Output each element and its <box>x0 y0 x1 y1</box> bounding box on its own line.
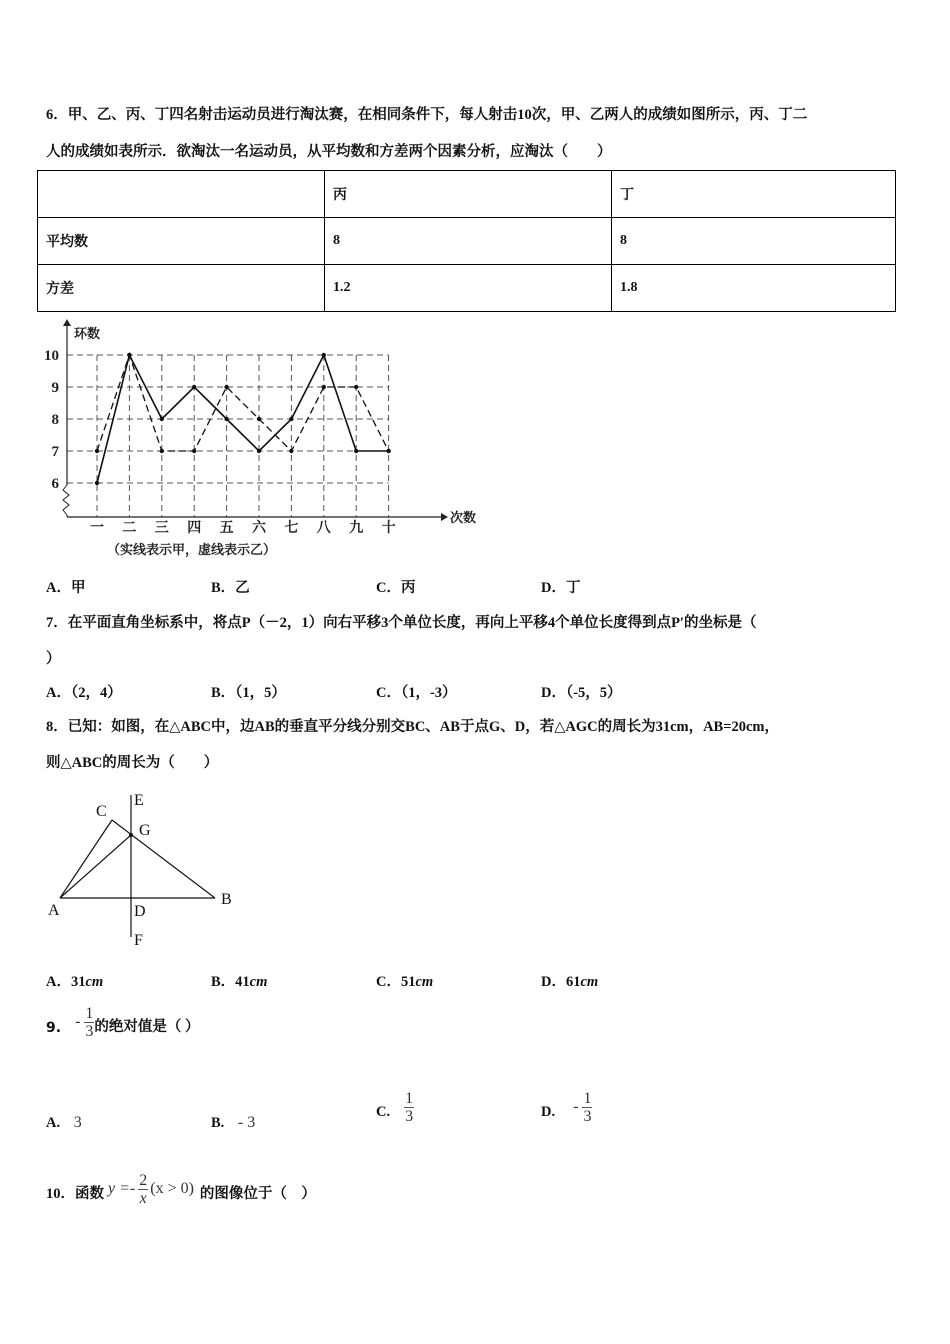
data-point <box>289 449 293 453</box>
option-value: 31 <box>70 974 86 990</box>
table-cell: 平均数 <box>38 218 325 265</box>
numerator: 1 <box>405 1090 414 1107</box>
q7-option-c[interactable]: C．（1，-3） <box>376 685 457 701</box>
table-header-row <box>38 171 896 218</box>
y-tick-label: 7 <box>51 444 59 460</box>
x-tick-label: 八 <box>316 521 331 536</box>
q8-text-line2: 则△ABC的周长为（ ） <box>46 755 219 771</box>
denominator: 3 <box>85 1023 94 1040</box>
label-d: D <box>134 903 146 920</box>
option-value: - 3 <box>237 1114 256 1131</box>
data-point <box>160 417 164 421</box>
option-value: 3 <box>73 1114 82 1131</box>
q6-text-line2: 人的成绩如表所示．欲淘汰一名运动员，从平均数和方差两个因素分析，应淘汰（ ） <box>46 144 612 160</box>
data-point <box>354 385 358 389</box>
data-point <box>322 385 326 389</box>
q7-option-b[interactable]: B．（1，5） <box>211 685 286 701</box>
q9-option-d[interactable] <box>541 1090 592 1125</box>
q7-option-d[interactable]: D．（-5，5） <box>541 685 622 701</box>
data-point <box>160 449 164 453</box>
table-cell: 1.2 <box>325 265 612 312</box>
q8-option-b[interactable] <box>211 970 267 991</box>
numerator: 2 <box>139 1172 148 1189</box>
label-g: G <box>139 822 151 839</box>
table-cell: 丁 <box>612 171 896 218</box>
option-letter: A. <box>46 1115 61 1131</box>
option-letter: C． <box>376 974 401 990</box>
option-value: 41 <box>235 974 250 990</box>
label-a: A <box>48 902 60 919</box>
option-letter: B． <box>211 974 236 990</box>
q10-y-equals: y =- <box>108 1180 136 1197</box>
numerator: 1 <box>583 1090 592 1107</box>
q8-option-c[interactable] <box>376 970 433 991</box>
q7-text-line1: 7．在平面直角坐标系中，将点P（－2，1）向右平移3个单位长度，再向上平移4个单位长度得到点P′的坐标是（ <box>46 615 757 631</box>
option-unit: cm <box>85 974 104 990</box>
x-tick-label: 七 <box>284 521 299 536</box>
denominator: 3 <box>583 1108 592 1125</box>
data-point <box>192 385 196 389</box>
q9-text: 的绝对值是（ ） <box>94 1019 200 1035</box>
option-letter: D． <box>541 974 566 990</box>
label-b: B <box>221 891 232 908</box>
option-unit: cm <box>580 974 599 990</box>
table-cell: 1.8 <box>612 265 896 312</box>
q10-suffix: 的图像位于（ ） <box>199 1186 316 1202</box>
x-tick-label: 三 <box>154 521 169 536</box>
data-point <box>322 353 326 357</box>
data-point <box>257 417 261 421</box>
denominator: x <box>139 1190 147 1207</box>
q6-option-c[interactable]: C．丙 <box>376 580 416 596</box>
x-tick-label: 九 <box>349 521 364 536</box>
data-point <box>289 417 293 421</box>
q9-stem <box>46 1005 200 1040</box>
label-e: E <box>134 792 144 809</box>
option-fraction <box>404 1090 414 1125</box>
denominator: 3 <box>405 1108 414 1125</box>
option-letter: B. <box>211 1115 225 1131</box>
data-point <box>95 449 99 453</box>
q9-expr-sign: - <box>75 1013 81 1030</box>
x-tick-label: 四 <box>187 521 202 536</box>
q6-option-a[interactable]: A．甲 <box>46 580 86 596</box>
series-line-yi <box>97 355 389 451</box>
q10-fraction <box>138 1172 148 1207</box>
label-f: F <box>134 932 143 949</box>
q6-table <box>37 170 896 312</box>
q6-option-d[interactable]: D．丁 <box>541 580 581 596</box>
data-point <box>224 417 228 421</box>
q8-text-line1: 8．已知：如图，在△ABC中，边AB的垂直平分线分别交BC、AB于点G、D，若△AGC的周长为31cm，AB=20cm， <box>46 719 779 735</box>
x-axis-arrow-icon <box>441 513 448 521</box>
numerator: 1 <box>85 1005 94 1022</box>
x-tick-label: 六 <box>252 521 266 536</box>
table-cell: 方差 <box>38 265 325 312</box>
q10-prefix: 10．函数 <box>46 1186 104 1202</box>
option-unit: cm <box>249 974 268 990</box>
x-tick-label: 二 <box>122 521 137 536</box>
y-axis-arrow-icon <box>63 319 71 326</box>
table-row <box>38 218 896 265</box>
option-letter: D. <box>541 1104 556 1120</box>
score-line-chart <box>36 318 477 563</box>
q10-condition: (x > 0) <box>150 1180 194 1197</box>
option-value: 61 <box>565 974 581 990</box>
option-unit: cm <box>415 974 434 990</box>
q9-option-a[interactable] <box>46 1114 82 1132</box>
data-point <box>224 385 228 389</box>
x-tick-label: 一 <box>90 521 104 536</box>
q9-option-c[interactable] <box>376 1090 414 1125</box>
q8-option-a[interactable] <box>46 970 103 991</box>
q9-number: 9. <box>46 1020 62 1036</box>
q7-option-a[interactable]: A．（2，4） <box>46 685 122 701</box>
x-axis-label: 次数 <box>450 510 477 525</box>
x-tick-label: 十 <box>381 521 396 536</box>
y-tick-label: 6 <box>51 476 59 492</box>
option-letter: C. <box>376 1104 391 1120</box>
table-cell: 8 <box>325 218 612 265</box>
y-tick-label: 8 <box>51 412 59 428</box>
table-row <box>38 265 896 312</box>
x-tick-label: 五 <box>219 521 234 536</box>
table-cell: 丙 <box>325 171 612 218</box>
q8-option-d[interactable] <box>541 970 598 991</box>
axis-break-zigzag-icon <box>63 485 69 517</box>
q10-stem <box>46 1172 316 1207</box>
data-point <box>192 449 196 453</box>
option-sign: - <box>573 1098 579 1115</box>
q6-text-line1: 6．甲、乙、丙、丁四名射击运动员进行淘汰赛，在相同条件下，每人射击10次，甲、乙两人的成绩如图所示，丙、丁二 <box>46 107 808 123</box>
option-fraction <box>582 1090 592 1125</box>
y-axis-label: 环数 <box>74 326 101 341</box>
table-cell <box>38 171 325 218</box>
data-point <box>127 353 131 357</box>
q7-text-line2: ） <box>46 651 61 667</box>
data-point <box>386 449 390 453</box>
table-cell: 8 <box>612 218 896 265</box>
segment-cb <box>112 820 215 898</box>
data-point <box>354 449 358 453</box>
point-g <box>129 833 133 837</box>
option-value: 51 <box>400 974 416 990</box>
data-point <box>95 481 99 485</box>
y-tick-label: 10 <box>44 348 59 364</box>
chart-note: （实线表示甲，虚线表示乙） <box>107 542 277 557</box>
label-c: C <box>96 803 107 820</box>
q9-expr-fraction <box>84 1005 94 1040</box>
q9-option-b[interactable] <box>211 1114 255 1132</box>
option-letter: A． <box>46 974 71 990</box>
y-tick-label: 9 <box>51 380 59 396</box>
triangle-figure <box>40 785 250 950</box>
data-point <box>257 449 261 453</box>
q6-option-b[interactable]: B．乙 <box>211 580 250 596</box>
